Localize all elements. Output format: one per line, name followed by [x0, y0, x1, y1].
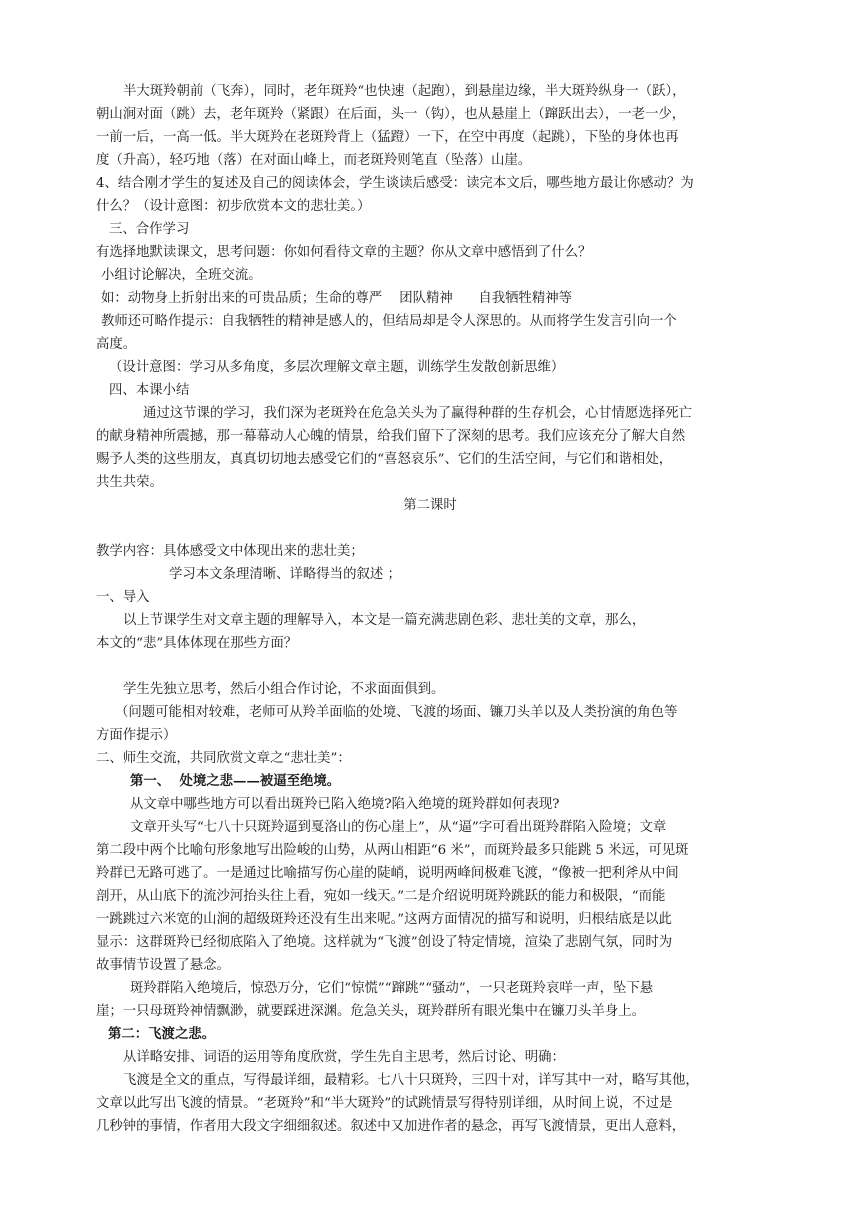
paragraph-line: 文章开头写“七八十只斑羚逼到戛洛山的伤心崖上”，从“逼”字可看出斑羚群陷入险境；文章: [130, 820, 667, 835]
section-heading: 二、师生交流，共同欣赏文章之“悲壮美”：: [96, 751, 351, 766]
paragraph-line: 方面作提示）: [96, 728, 177, 743]
section-heading: 三、合作学习: [109, 222, 190, 237]
paragraph-line: 本文的“悲”具体体现在那些方面？: [96, 636, 298, 651]
paragraph-line: 以上节课学生对文章主题的理解导入，本文是一篇充满悲剧色彩、悲壮美的文章，那么，: [123, 613, 646, 628]
lesson-title: 第二课时: [403, 498, 457, 513]
paragraph-line: 赐予人类的这些朋友，真真切切地去感受它们的“喜怒哀乐”、它们的生活空间，与它们和谐相处，: [96, 452, 673, 467]
paragraph-line: 从文章中哪些地方可以看出斑羚已陷入绝境?陷入绝境的斑羚群如何表现?: [130, 797, 560, 812]
paragraph-line: 度（升高），轻巧地（落）在对面山峰上，而老斑羚则笔直（坠落）山崖。: [96, 153, 532, 168]
section-heading: 四、本课小结: [109, 383, 190, 398]
paragraph-line: 剖开，从山底下的流沙河抬头往上看，宛如一线天。”二是介绍说明斑羚跳跃的能力和极限，“而能: [96, 889, 666, 904]
paragraph-line: 文章以此写出飞渡的情景。“老斑羚”和“半大斑羚”的试跳情景写得特别详细，从时间上说，不过是: [96, 1096, 673, 1111]
paragraph-line: （问题可能相对较难，老师可从羚羊面临的处境、飞渡的场面、镰刀头羊以及人类扮演的角色等: [115, 705, 678, 720]
paragraph-line: 一前一后，一高一低。半大斑羚在老斑羚背上（猛蹬）一下，在空中再度（起跳），下坠的身体也再: [96, 130, 679, 145]
paragraph-line: 朝山涧对面（跳）去，老年斑羚（紧跟）在后面，头一（钩），也从悬崖上（蹿跃出去），一老一少，: [96, 107, 686, 122]
subsection-heading: 第一、 处境之悲——被逼至绝境。: [130, 773, 341, 789]
paragraph-line: 崖；一只母斑羚神情飘渺，就要踩进深渊。危急关头，斑羚群所有眼光集中在镰刀头羊身上。: [96, 1004, 646, 1019]
paragraph-line: 羚群已无路可逃了。一是通过比喻描写伤心崖的陡峭，说明两峰间极难飞渡，“像被一把利斧从中间: [96, 866, 679, 881]
paragraph-line: 学生先独立思考，然后小组合作讨论，不求面面俱到。: [123, 682, 445, 697]
paragraph-line: 小组讨论解决，全班交流。: [101, 268, 262, 283]
paragraph-line: 4、结合刚才学生的复述及自己的阅读体会，学生谈读后感受：读完本文后，哪些地方最让你感动？为: [96, 176, 694, 191]
paragraph-line: 的献身精神所震撼，那一幕幕动人心魄的情景，给我们留下了深刻的思考。我们应该充分了解大自然: [96, 429, 686, 444]
paragraph-line: 第二段中两个比喻句形象地写出险峻的山势，从两山相距“6 米”，而斑羚最多只能跳 5 米远，可见斑: [96, 843, 689, 858]
paragraph-line: 故事情节设置了悬念。: [96, 958, 230, 973]
paragraph-line: 通过这节课的学习，我们深为老斑羚在危急关头为了赢得种群的生存机会，心甘情愿选择死亡: [143, 406, 693, 421]
paragraph-line: 学习本文条理清晰、详略得当的叙述 ；: [169, 567, 401, 582]
paragraph-line: 斑羚群陷入绝境后，惊恐万分，它们“惊慌”“蹿跳”“骚动”，一只老斑羚哀咩一声，坠下悬: [130, 981, 654, 996]
paragraph-line: 从详略安排、词语的运用等角度欣赏，学生先自主思考，然后讨论、明确：: [123, 1050, 565, 1065]
subsection-heading: 第二：飞渡之悲。: [108, 1026, 216, 1042]
paragraph-line: 半大斑羚朝前（飞奔），同时，老年斑羚“也快速（起跑），到悬崖边缘，半大斑羚纵身一（跃），: [123, 84, 686, 99]
paragraph-line: 如：动物身上折射出来的可贵品质；生命的尊严 团队精神 自我牺牲精神等: [101, 291, 573, 306]
paragraph-line: 教师还可略作提示：自我牺牲的精神是感人的，但结局却是令人深思的。从而将学生发言引向一个: [101, 314, 677, 329]
paragraph-line: 教学内容：具体感受文中体现出来的悲壮美；: [96, 544, 364, 559]
paragraph-line: 几秒钟的事情，作者用大段文字细细叙述。叙述中又加进作者的悬念，再写飞渡情景，更出人意料，: [96, 1119, 686, 1134]
section-heading: 一、导入: [96, 590, 150, 605]
paragraph-line: 共生共荣。: [96, 475, 163, 490]
paragraph-line: 飞渡是全文的重点，写得最详细，最精彩。七八十只斑羚，三四十对，详写其中一对，略写其他，: [123, 1073, 699, 1088]
paragraph-line: 高度。: [96, 337, 137, 352]
paragraph-line: 一跳跳过六米宽的山涧的超级斑羚还没有生出来呢。”这两方面情况的描写和说明，归根结底是以此: [96, 912, 672, 927]
paragraph-line: 显示：这群斑羚已经彻底陷入了绝境。这样就为“飞渡”创设了特定情境，渲染了悲剧气氛，同时为: [96, 935, 673, 950]
paragraph-line: （设计意图：学习从多角度，多层次理解文章主题，训练学生发散创新思维）: [109, 360, 565, 375]
paragraph-line: 有选择地默读课文，思考问题：你如何看待文章的主题？你从文章中感悟到了什么？: [96, 245, 592, 260]
paragraph-line: 什么？（设计意图：初步欣赏本文的悲壮美。）: [96, 199, 371, 214]
